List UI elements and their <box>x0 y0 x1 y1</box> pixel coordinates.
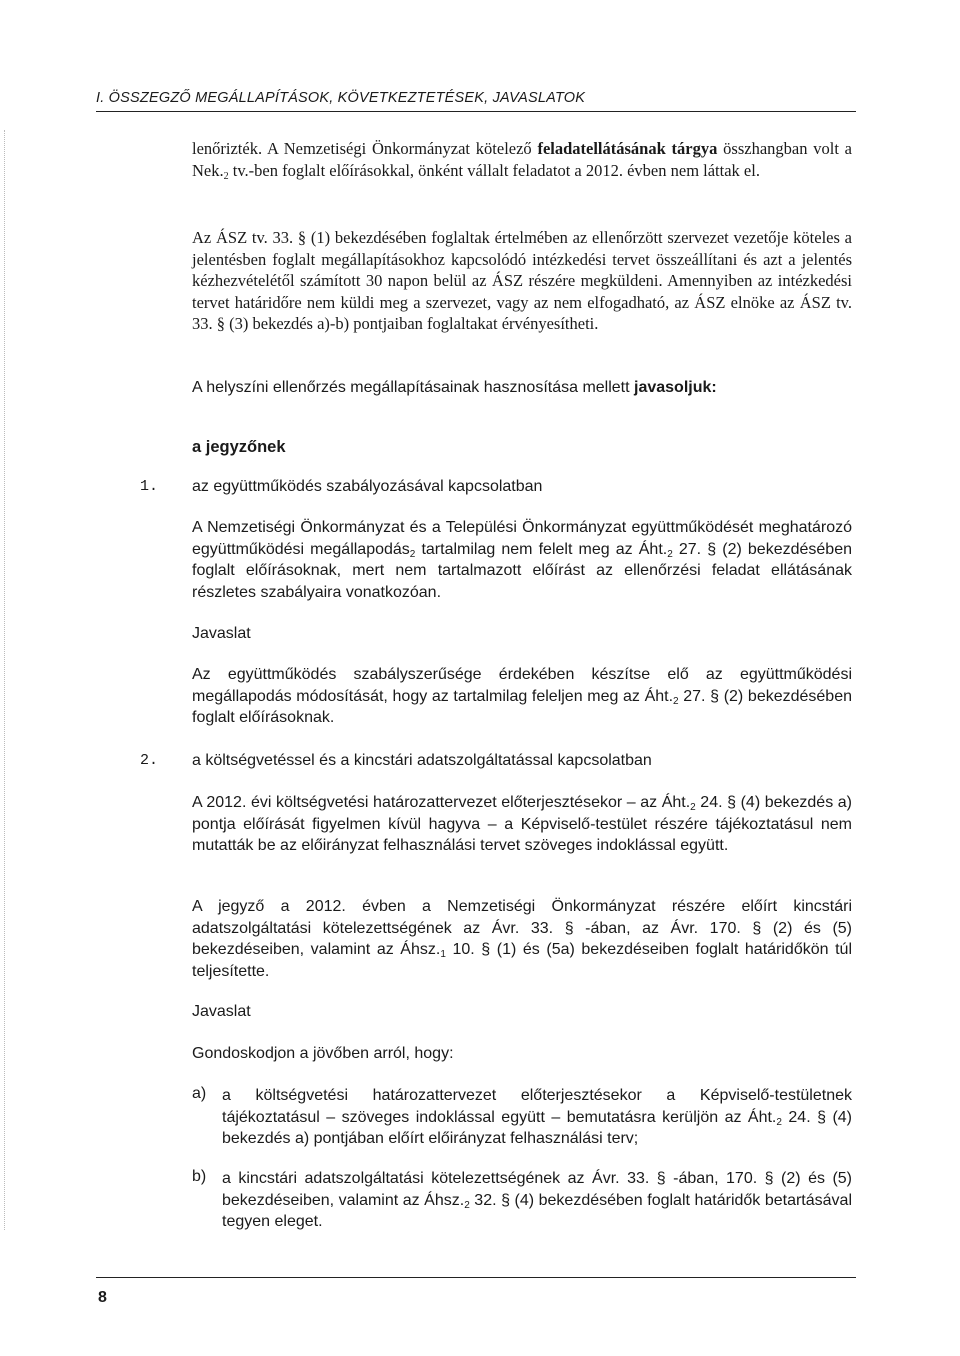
item-2-f1-b: 24. § (4) bekezdés a) pontja előírását figyelmen kívül hagyva – a Képviselő-testület részére tájékoztatásul nem mutatták be az előirányzat felhasználási tervet szöveges indoklással együtt. <box>192 794 852 854</box>
scan-margin-artifact <box>4 130 5 1230</box>
sub-a-text-a: a költségvetési határozattervezet előterjesztésekor a Képviselő-testületnek tájékoztatásul – szöveges indoklással együtt – bemutatásra kerüljön az Áht. <box>222 1087 852 1126</box>
item-2-finding-2 <box>192 896 852 982</box>
item-1-javaslat-label: Javaslat <box>192 625 251 642</box>
item-2-f2-a: A jegyző a 2012. évben a Nemzetiségi Önkormányzat részére előírt kincstári adatszolgáltatási kötelezettségének az Ávr. 33. § -ában, az Ávr. 170. § (2) és (5) bekezdéseiben, valamint az Áhsz. <box>192 898 852 958</box>
item-1-rec-a: Az együttműködés szabályszerűsége érdekében készítse elő az együttműködési megállapodás módosítását, hogy az tartalmilag feleljen meg az Áht. <box>192 666 852 705</box>
sub-a-text <box>222 1085 852 1150</box>
item-2-f2-b: 10. § (1) és (5a) bekezdéseiben foglalt határidőkön túl teljesítette. <box>192 941 853 980</box>
item-2-lead: Gondoskodjon a jövőben arról, hogy: <box>192 1045 454 1062</box>
intro-p3-text: A helyszíni ellenőrzés megállapításainak hasznosítása mellett <box>192 379 635 396</box>
footer-divider <box>96 1277 856 1278</box>
item-1-rec-sub: 2 <box>673 695 679 707</box>
recipient-heading: a jegyzőnek <box>192 438 286 456</box>
sub-a-text-b: 24. § (4) bekezdés a) pontjában előírt előirányzat felhasználási terv; <box>222 1108 852 1147</box>
header-divider <box>96 111 856 112</box>
item-2-f1-a: A 2012. évi költségvetési határozattervezet előterjesztésekor – az Áht. <box>192 794 691 811</box>
item-1-finding-a: A Nemzetiségi Önkormányzat és a Települési Önkormányzat együttműködését meghatározó együttműködési megállapodás <box>192 519 852 558</box>
intro-p1-bold: feladatellátásának tárgya <box>537 139 718 158</box>
section-header: I. ÖSSZEGZŐ MEGÁLLAPÍTÁSOK, KÖVETKEZTETÉSEK, JAVASLATOK <box>96 90 586 106</box>
sub-b-mark: b) <box>192 1168 207 1185</box>
intro-p1-sub: 2 <box>223 170 229 182</box>
sub-b-text-b: 32. § (4) bekezdésében foglalt határidők betartásával tegyen eleget. <box>222 1191 852 1230</box>
item-1-heading: az együttműködés szabályozásával kapcsolatban <box>192 478 543 495</box>
intro-p1-text-c: tv.-ben foglalt előírásokkal, önként vállalt feladatot a 2012. évben nem láttak el. <box>228 160 760 180</box>
item-2-finding-1 <box>192 792 852 857</box>
item-1-finding-sub1: 2 <box>409 548 416 560</box>
intro-p1-text-b: összhangban volt a Nek. <box>192 139 853 180</box>
sub-a-mark: a) <box>192 1085 207 1102</box>
item-2-f1-sub: 2 <box>690 802 696 813</box>
item-1-number: 1. <box>140 478 159 495</box>
intro-paragraph-3 <box>192 377 852 399</box>
item-2-javaslat-label: Javaslat <box>192 1003 251 1020</box>
sub-b-text <box>222 1168 852 1233</box>
sub-b-text-a: a kincstári adatszolgáltatási kötelezettségének az Ávr. 33. § -ában, 170. § (2) és (5) bekezdéseiben, valamint az Áhsz. <box>222 1170 852 1209</box>
item-1-recommendation <box>192 664 852 729</box>
item-1-finding-b: tartalmilag nem felelt meg az Áht. <box>415 540 668 558</box>
item-1-finding-sub2: 2 <box>667 548 673 560</box>
page-number: 8 <box>98 1289 107 1306</box>
intro-paragraph-2: Az ÁSZ tv. 33. § (1) bekezdésében foglaltak értelmében az ellenőrzött szervezet vezetője köteles a jelentésben foglalt megállapításokhoz kapcsolódó intézkedési tervet összeállítani és azt a jelentés kézhezvételétől számított 30 napon belül az ÁSZ részére megküldeni. Amennyiben az intézkedési tervet határidőre nem küldi meg a szervezet, vagy az nem elfogadható, az ÁSZ elnöke az ÁSZ tv. 33. § (3) bekezdés a)-b) pontjaiban foglaltakat érvényesítheti. <box>192 228 852 333</box>
sub-b-sub: 2 <box>464 1199 470 1211</box>
intro-paragraph-1 <box>192 138 852 181</box>
item-1-rec-b: 27. § (2) bekezdésében foglalt előírásoknak. <box>192 687 853 726</box>
item-1-finding <box>192 517 852 603</box>
item-1-finding-c: 27. § (2) bekezdésében foglalt előírásoknak, mert nem tartalmazott előírást az ellenőrzési feladat ellátásának részletes szabályaira vonatkozóan. <box>192 540 852 601</box>
intro-p3-bold: javasoljuk: <box>634 379 717 396</box>
intro-p1-text-a: lenőrizték. A Nemzetiségi Önkormányzat kötelező <box>192 139 538 158</box>
item-2-f2-sub: 1 <box>440 949 446 960</box>
item-2-heading: a költségvetéssel és a kincstári adatszolgáltatással kapcsolatban <box>192 752 652 769</box>
item-2-number: 2. <box>140 752 159 769</box>
sub-a-sub: 2 <box>776 1116 782 1128</box>
